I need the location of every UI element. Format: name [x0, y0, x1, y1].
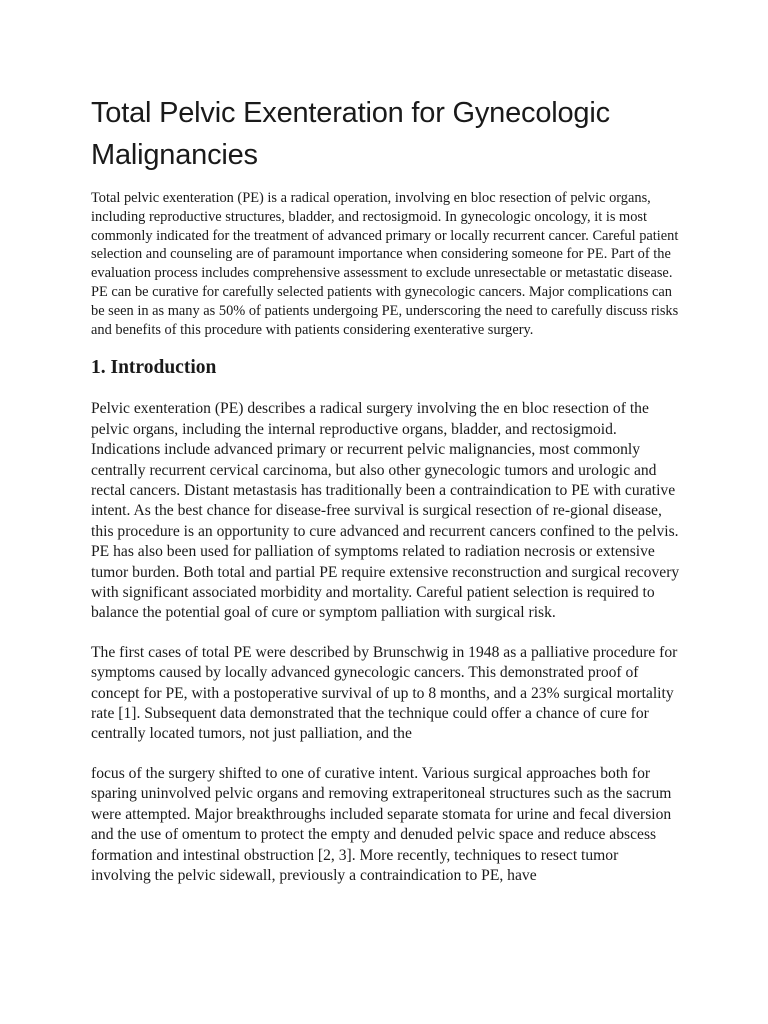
- section-heading-introduction: 1. Introduction: [91, 357, 217, 379]
- introduction-paragraph-3: focus of the surgery shifted to one of curative intent. Various surgical approaches both for sparing uninvolved pelvic organs and removing extraperitoneal structures such as the sacrum were attempted. Major breakthroughs included separate stomata for urine and fecal diversion and the use of omentum to protect the empty and denuded pelvic space and reduce abscess formation and intestinal obstruction [2, 3]. More recently, techniques to resect tumor involving the pelvic sidewall, previously a contraindication to PE, have: [91, 764, 672, 884]
- document-title: Total Pelvic Exenteration for Gynecologic Malignancies: [91, 97, 610, 171]
- document-page: [91, 92, 681, 886]
- introduction-paragraph-1: Pelvic exenteration (PE) describes a radical surgery involving the en bloc resection of the pelvic organs, including the internal reproductive organs, bladder, and rectosigmoid. Indications include advanced primary or recurrent pelvic malignancies, most commonly centrally recurrent cervical carcinoma, but also other gynecologic tumors and urologic and rectal cancers. Distant metastasis has traditionally been a contraindication to PE with curative intent. As the best chance for disease-free survival is surgical resection of re-gional disease, this procedure is an opportunity to cure advanced and recurrent cancers confined to the pelvis. PE has also been used for palliation of symptoms related to radiation necrosis or extensive tumor burden. Both total and partial PE require extensive reconstruction and surgical recovery with significant associated morbidity and mortality. Careful patient selection is required to balance the potential goal of cure or symptom palliation with surgical risk.: [91, 400, 680, 622]
- introduction-paragraph-2: The first cases of total PE were described by Brunschwig in 1948 as a palliative procedure for symptoms caused by locally advanced gynecologic cancers. This demonstrated proof of concept for PE, with a postoperative survival of up to 8 months, and a 23% surgical mortality rate [1]. Subsequent data demonstrated that the technique could offer a chance of cure for centrally located tumors, not just palliation, and the: [91, 643, 678, 743]
- abstract-paragraph: Total pelvic exenteration (PE) is a radical operation, involving en bloc resection of pelvic organs, including reproductive structures, bladder, and rectosigmoid. In gynecologic oncology, it is most commonly indicated for the treatment of advanced primary or locally recurrent cancer. Careful patient selection and counseling are of paramount importance when considering someone for PE. Part of the evaluation process includes comprehensive assessment to exclude unresectable or metastatic disease. PE can be curative for carefully selected patients with gynecologic cancers. Major complications can be seen in as many as 50% of patients undergoing PE, underscoring the need to carefully discuss risks and benefits of this procedure with patients considering exenterative surgery.: [91, 190, 679, 338]
